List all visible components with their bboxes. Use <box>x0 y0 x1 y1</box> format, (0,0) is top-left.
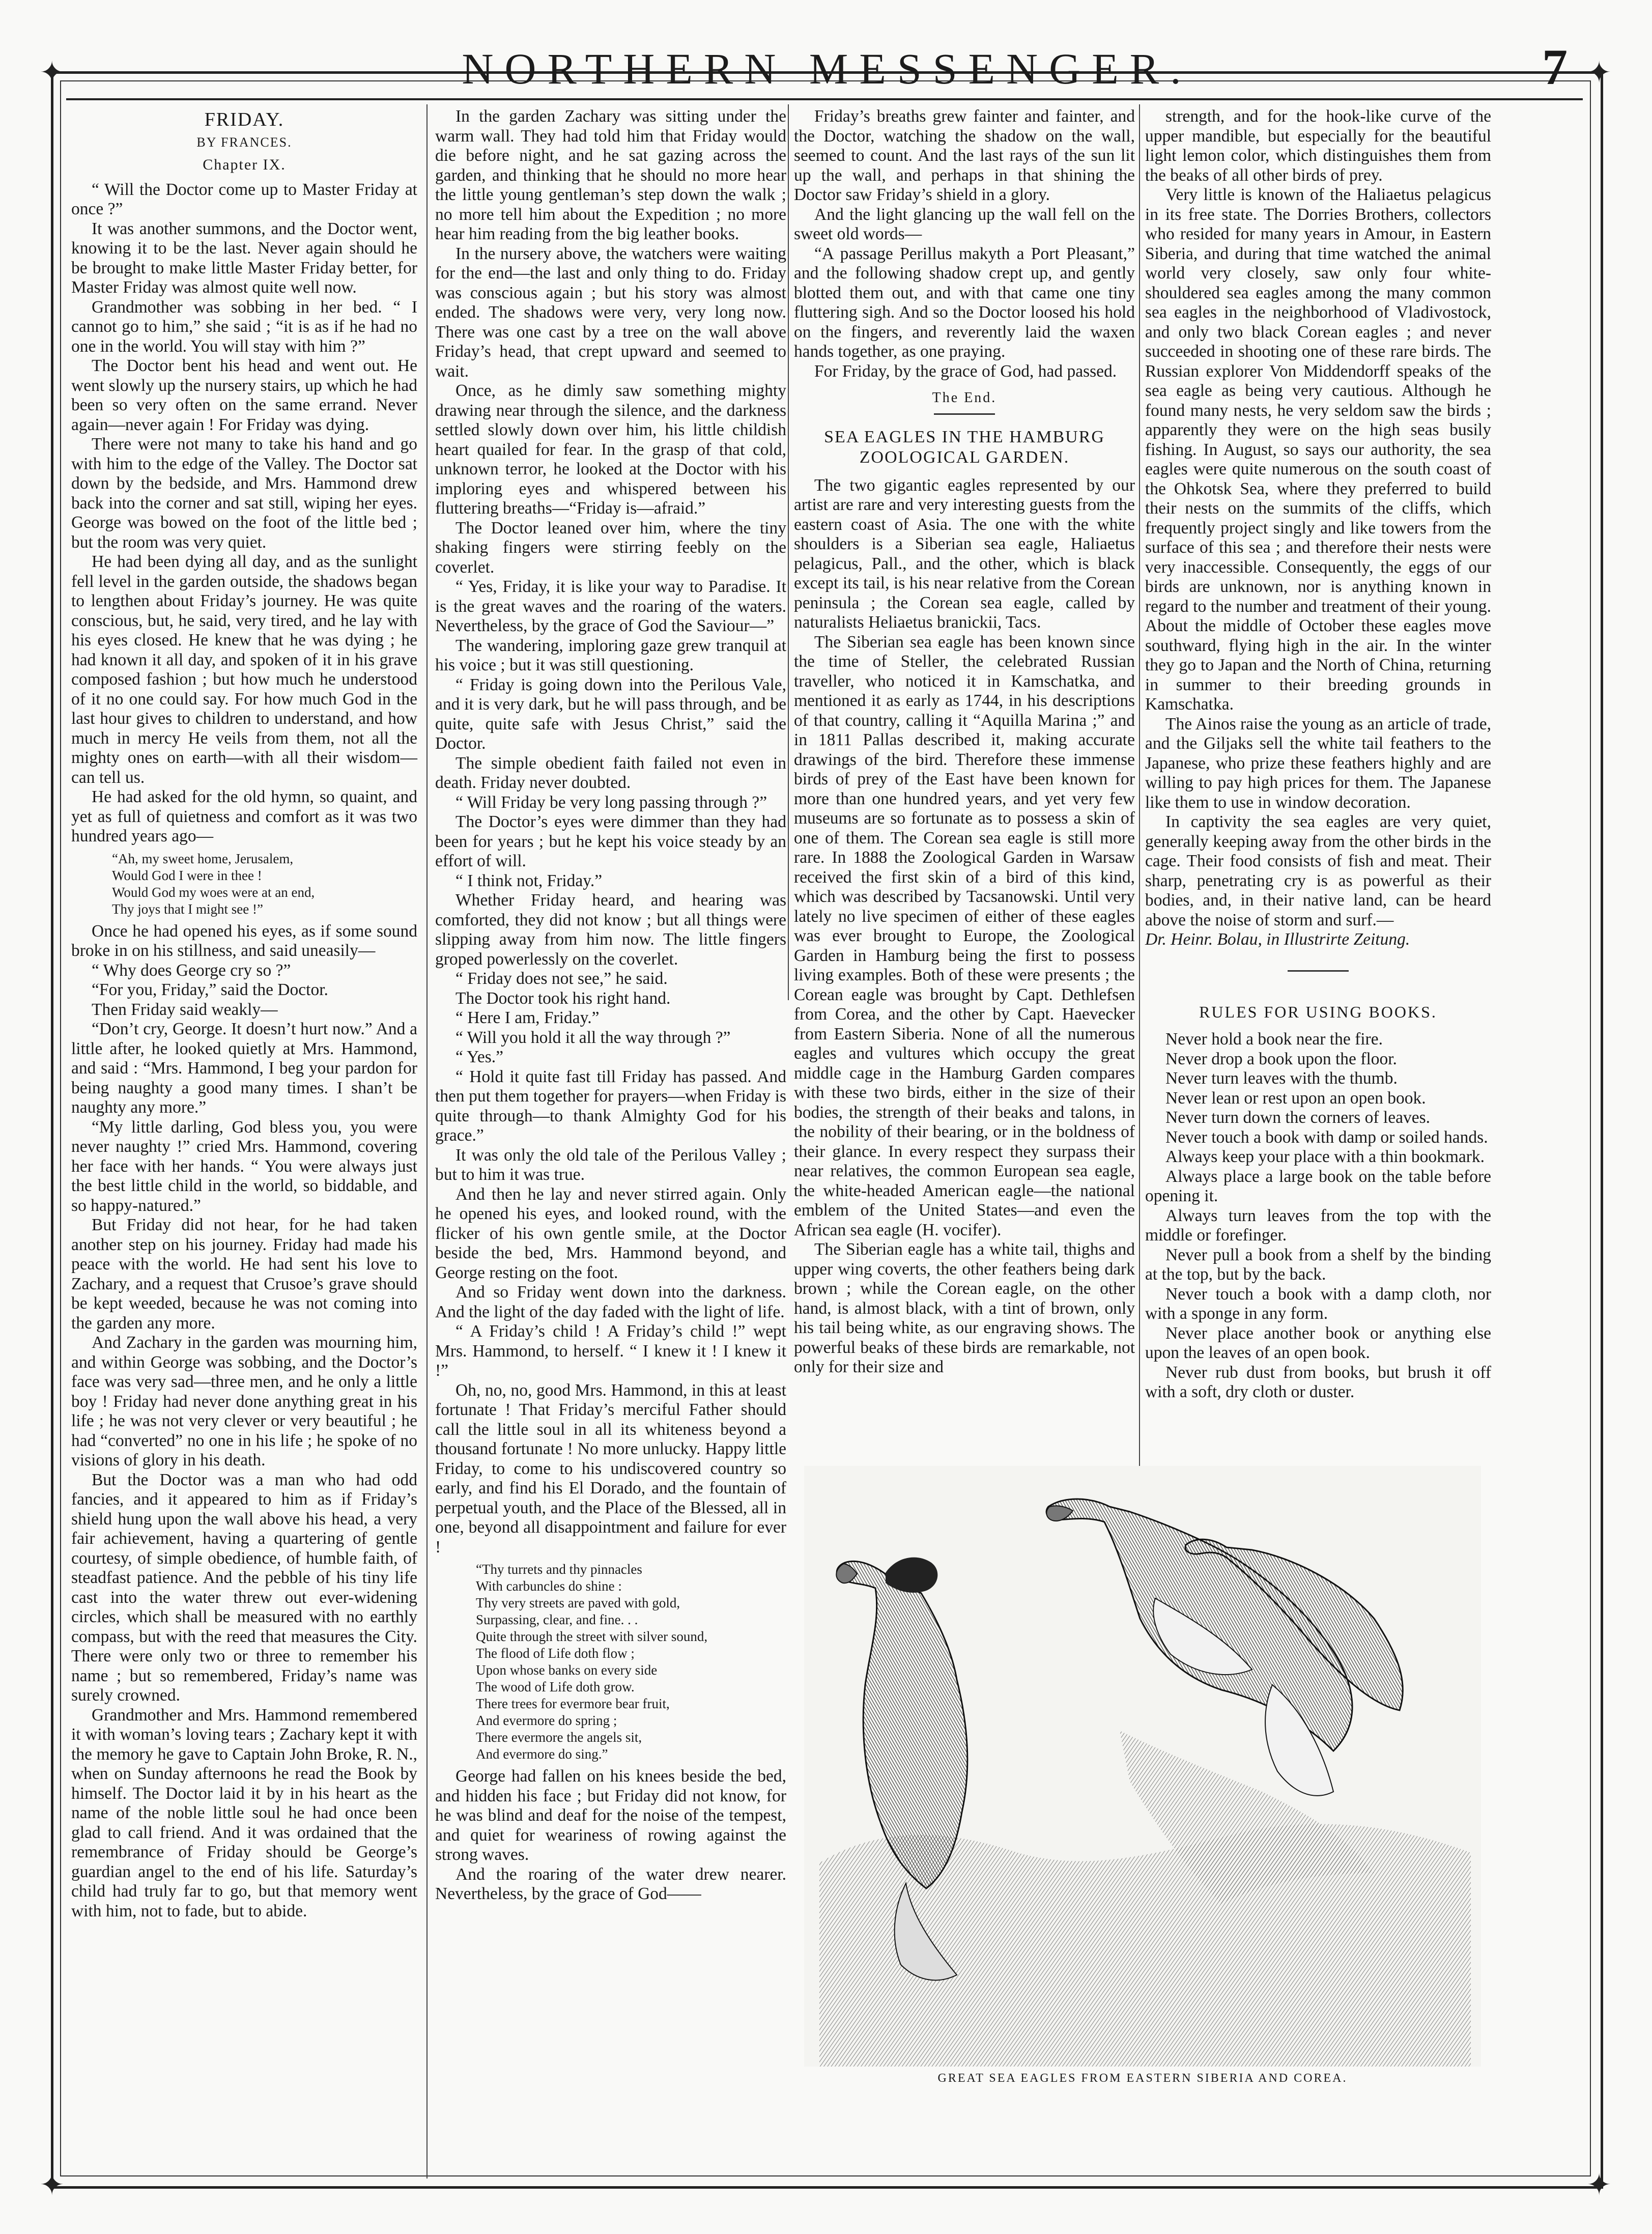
paragraph: “ Why does George cry so ?” <box>92 960 291 980</box>
poem-line: The flood of Life doth flow ; <box>476 1646 635 1661</box>
corner-ornament-top-right: ✦ <box>1586 55 1612 90</box>
hymn-verse-2 <box>476 1561 786 1763</box>
paragraph: Grandmother and Mrs. Hammond remembered it with woman’s loving tears ; Zachary kept it with the memory he gave to Captain John Broke, R. N., when on Sunday afternoons he read the Book by himself. The Doctor laid it by in his heart as the name of the noble little soul he had once been glad to call friend. And it was ordained that the remembrance of Friday should be George’s guardian angel to the end of his life. Saturday’s child had truly far to go, but that memory went with him, not to fade, but to abide. <box>71 1705 417 1920</box>
poem-line: Would God I were in thee ! <box>112 867 262 883</box>
paragraph: There were not many to take his hand and go with him to the edge of the Valley. The Doctor sat down by the bedside, and Mrs. Hammond drew back into the corner and sat still, wiping her eyes. George was bowed on the foot of the little bed ; but the room was very quiet. <box>71 435 417 552</box>
column-divider-2 <box>788 104 789 1000</box>
paragraph: He had been dying all day, and as the sunlight fell level in the garden outside, the shadows began to lengthen about Friday’s journey. He was quite conscious, but, he said, very tired, and he lay with his eyes closed. He knew that he was dying ; he had known it all day, and spoken of it in his grave composed fashion ; but how much he understood of it no one could say. For how much God in the last hour gives to children to understand, and how much in mercy He veils from them, not all the mighty ones on earth—with all their wisdom—can tell us. <box>71 552 417 787</box>
poem-line: Surpassing, clear, and fine. . . <box>476 1612 638 1627</box>
paragraph: But the Doctor was a man who had odd fancies, and it appeared to him as if Friday’s shield hung upon the wall above his head, a very fair achievement, having a quartering of gentle courtesy, of simple obedience, of humble faith, of steadfast patience. And the pebble of his tiny life cast into the water threw out ever-widening circles, which shall be measured with no earthly compass, but with the reed that measures the City. There were only two or three to remember his name ; but so remembered, Friday’s name was surely crowned. <box>71 1470 417 1705</box>
rules-list <box>1145 1030 1491 1402</box>
paragraph: “ Here I am, Friday.” <box>455 1008 600 1027</box>
article-separator <box>934 413 995 415</box>
paragraph: He had asked for the old hymn, so quaint, and yet as full of quietness and comfort as it was two hundred years ago— <box>71 787 417 845</box>
rule-item: Never touch a book with a damp cloth, nor with a sponge in any form. <box>1145 1284 1491 1323</box>
paragraph: Once, as he dimly saw something mighty drawing near through the silence, and the darkness settled slowly down over him, his little childish heart quailed for fear. In the grasp of that cold, unknown terror, he looked at the Doctor with his imploring eyes and whispered between his fluttering breaths—“Friday is—afraid.” <box>435 381 786 518</box>
paragraph: “ Hold it quite fast till Friday has passed. And then put them together for prayers—when Friday is quite through—to thank Almighty God for his grace.” <box>435 1067 786 1145</box>
paragraph: It was only the old tale of the Perilous Valley ; but to him it was true. <box>435 1145 786 1184</box>
paragraph: The Doctor took his right hand. <box>455 988 671 1008</box>
corner-ornament-bottom-left: ✦ <box>39 2167 65 2202</box>
paragraph: George had fallen on his knees beside the bed, and hidden his face ; but Friday did not know, for he was blind and deaf for the noise of the tempest, and quiet for weariness of rowing against the strong waves. <box>435 1767 786 1864</box>
engraving-caption: GREAT SEA EAGLES FROM EASTERN SIBERIA AND COREA. <box>937 2072 1348 2085</box>
rule-item: Never pull a book from a shelf by the binding at the top, but by the back. <box>1145 1245 1491 1284</box>
paragraph: Then Friday said weakly— <box>92 1000 278 1019</box>
paragraph: “Don’t cry, George. It doesn’t hurt now.” And a little after, he looked quietly at Mrs. Hammond, and said : “Mrs. Hammond, I beg your pardon for being naughty a good many times. I shan’t be naughty any more.” <box>71 1020 417 1117</box>
chapter-heading: Chapter IX. <box>203 156 286 173</box>
rule-item: Never place another book or anything else upon the leaves of an open book. <box>1145 1323 1491 1362</box>
paragraph: “ Will the Doctor come up to Master Friday at once ?” <box>71 180 417 218</box>
corner-ornament-top-left: ✦ <box>39 55 65 90</box>
column-1 <box>71 107 417 2179</box>
column-2 <box>435 107 786 2179</box>
hymn-verse-1 <box>112 851 417 918</box>
poem-line: And evermore do sing.” <box>476 1746 608 1762</box>
paragraph: strength, and for the hook-like curve of the upper mandible, but especially for the beautiful light lemon color, which distinguishes them from the beaks of all other birds of prey. <box>1145 107 1491 185</box>
column-4 <box>1145 107 1491 1608</box>
column-3 <box>794 107 1135 1376</box>
paragraph: “ I think not, Friday.” <box>455 871 603 890</box>
paragraph: Oh, no, no, good Mrs. Hammond, in this at least fortunate ! That Friday’s merciful Father should call the little soul in all its whiteness beyond a thousand fortunate ! No more unlucky. Happy little Friday, to come to his undiscovered country so early, and find his El Dorado, and the fountain of perpetual youth, and the Place of the Blessed, all in one, beyond all disappointment and failure for ever ! <box>435 1380 786 1557</box>
paragraph: And Zachary in the garden was mourning him, and within George was sobbing, and the Doctor’s face was very sad—three men, and he only a little boy ! Friday had never done anything great in his life ; he was not very clever or very beautiful ; he had “converted” no one in his life ; he spoke of no visions of glory in his death. <box>71 1333 417 1469</box>
story-byline: BY FRANCES. <box>196 134 292 150</box>
paragraph: Whether Friday heard, and hearing was comforted, they did not know ; but all things were slipping away from him now. The little fingers groped powerlessly on the coverlet. <box>435 891 786 969</box>
rule-item: Never touch a book with damp or soiled hands. <box>1165 1127 1488 1147</box>
paragraph: In captivity the sea eagles are very quiet, generally keeping away from the other birds in the cage. Their food consists of fish and meat. Their sharp, penetrating cry is as powerful as their bodies, and, in their native land, can be heard above the noise of storm and surf.— <box>1145 812 1491 929</box>
paragraph: The Siberian eagle has a white tail, thighs and upper wing coverts, the other feathers being dark brown ; while the Corean eagle, on the other hand, is almost black, with a tint of brown, only his tail being white, as our engraving shows. The powerful beaks of these birds are remarkable, not only for their size and <box>794 1240 1135 1376</box>
story-text-part-1 <box>71 180 417 846</box>
paragraph: Once he had opened his eyes, as if some sound broke in on his stillness, and said uneasily— <box>71 921 417 960</box>
paragraph: The Doctor’s eyes were dimmer than they had been for years ; but he kept his voice steady by an effort of will. <box>435 812 786 870</box>
page-number: 7 <box>1542 39 1568 95</box>
rule-item: Never hold a book near the fire. <box>1165 1030 1383 1049</box>
poem-line: And evermore do spring ; <box>476 1713 617 1728</box>
poem-line: Thy very streets are paved with gold, <box>476 1595 680 1610</box>
rule-item: Always turn leaves from the top with the middle or forefinger. <box>1145 1206 1491 1245</box>
page-header <box>66 41 1588 97</box>
paragraph: The simple obedient faith failed not even in death. Friday never doubted. <box>435 753 786 792</box>
poem-line: There trees for evermore bear fruit, <box>476 1696 670 1711</box>
eagles-text-part-2 <box>1145 107 1491 930</box>
eagles-signature-line <box>1145 930 1491 950</box>
paragraph: And the light glancing up the wall fell on the sweet old words— <box>794 205 1135 243</box>
paragraph: “ Yes.” <box>455 1048 503 1066</box>
rule-item: Never drop a book upon the floor. <box>1165 1049 1397 1068</box>
paragraph: “ Will Friday be very long passing through ?” <box>455 793 767 812</box>
eagles-headline: SEA EAGLES IN THE HAMBURG ZOOLOGICAL GARDEN. <box>824 427 1105 467</box>
paragraph: The Doctor bent his head and went out. He went slowly up the nursery stairs, up which he had been so very often on the same errand. Never again—never again ! For Friday was dying. <box>71 356 417 434</box>
poem-line: Quite through the street with silver sound, <box>476 1629 708 1644</box>
story-text-part-2 <box>71 922 417 1921</box>
eagles-text-part-1 <box>794 476 1135 1377</box>
rules-separator <box>1288 970 1349 972</box>
rules-title: RULES FOR USING BOOKS. <box>1199 1002 1437 1021</box>
poem-line: There evermore the angels sit, <box>476 1730 642 1745</box>
eagles-signature: Dr. Heinr. Bolau, in Illustrirte Zeitung. <box>1145 930 1410 949</box>
story-text-part-3 <box>435 107 786 1557</box>
masthead: NORTHERN MESSENGER. <box>462 44 1192 93</box>
poem-line: The wood of Life doth grow. <box>476 1679 635 1694</box>
paragraph: It was another summons, and the Doctor went, knowing it to be the last. Never again should he be brought to make little Master Friday better, for Master Friday was almost quite well now. <box>71 219 417 297</box>
paragraph: The wandering, imploring gaze grew tranquil at his voice ; but it was still questioning. <box>435 636 786 674</box>
paragraph: In the garden Zachary was sitting under the warm wall. They had told him that Friday would die before night, and he sat gazing across the garden, and thinking that he should no more hear the little young gentleman’s step down the walk ; no more tell him about the Expedition ; no more hear him reading from the big leather books. <box>435 107 786 243</box>
paragraph: The Ainos raise the young as an article of trade, and the Giljaks sell the white tail feathers to the Japanese, who prize these feathers highly and are willing to pay high prices for them. The Japanese like them to use in window decoration. <box>1145 714 1492 812</box>
paragraph: “ Friday does not see,” he said. <box>455 969 668 988</box>
paragraph: For Friday, by the grace of God, had passed. <box>814 361 1117 381</box>
paragraph: In the nursery above, the watchers were waiting for the end—the last and only thing to do. Friday was conscious again ; but his story was almost ended. The shadows were very, very long now. There was one cast by a tree on the wall above Friday’s head, that crept upward and seemed to wait. <box>435 244 786 381</box>
paragraph: “My little darling, God bless you, you were never naughty !” cried Mrs. Hammond, covering her face with her hands. “ You were always just the best little child in the world, so biddable, and so happy-natured.” <box>71 1117 417 1215</box>
rule-item: Never lean or rest upon an open book. <box>1165 1088 1426 1108</box>
column-divider-1 <box>426 104 428 2179</box>
paragraph: “ Friday is going down into the Perilous Vale, and it is very dark, but he will pass through, and be quite, quite safe with Jesus Christ,” said the Doctor. <box>435 675 786 753</box>
poem-line: Thy joys that I might see !” <box>112 901 263 917</box>
paragraph: And the roaring of the water drew nearer. Nevertheless, by the grace of God—— <box>435 1864 786 1903</box>
paragraph: “For you, Friday,” said the Doctor. <box>92 980 328 999</box>
poem-line: “Thy turrets and thy pinnacles <box>476 1562 642 1577</box>
paragraph: And so Friday went down into the darkness. And the light of the day faded with the light of life. <box>435 1283 786 1321</box>
paragraph: But Friday did not hear, for he had taken another step on his journey. Friday had made his peace with the world. He had sent his love to Zachary, and a request that Crusoe’s grave should be kept weeded, because he was not coming into the garden any more. <box>71 1215 417 1333</box>
story-title: FRIDAY. <box>204 109 284 130</box>
poem-line: Upon whose banks on every side <box>476 1662 658 1678</box>
story-text-part-4 <box>435 1767 786 1904</box>
sea-eagles-engraving <box>804 1466 1481 2067</box>
poem-line: Would God my woes were at an end, <box>112 884 315 900</box>
column-divider-3 <box>1139 104 1140 1540</box>
rule-item: Never rub dust from books, but brush it off with a soft, dry cloth or duster. <box>1145 1363 1491 1401</box>
paragraph: Very little is known of the Haliaetus pelagicus in its free state. The Dorries Brothers, collectors who resided for many years in Amour, in Eastern Siberia, and during that time watched the animal world very closely, saw only four white-shouldered sea eagles among the many common sea eagles in the neighborhood of Vladivostock, and only two black Corean eagles ; and never succeeded in shooting one of these rare birds. The Russian explorer Von Middendorff speaks of the sea eagle as being very cautious. Although he found many nests, he very seldom saw the birds ; apparently they were on the high seas busily fishing. In August, so says our authority, the sea eagles were quite numerous on the south coast of the Ohkotsk Sea, where they preferred to build their nests on the summits of the cliffs, which frequently project singly and like towers from the surface of this sea ; and therefore their nests were very inaccessible. Consequently, the eggs of our birds are unknown, nor is anything known in regard to the number and treatment of their young. About the middle of October these eagles move southward, flying high in the air. In the winter they go to Japan and the North of China, returning in summer to their breeding grounds in Kamschatka. <box>1145 185 1491 714</box>
the-end-label: The End. <box>932 390 997 406</box>
paragraph: The two gigantic eagles represented by our artist are rare and very interesting guests from the eastern coast of Asia. The one with the white shoulders is a Siberian sea eagle, Haliaetus pelagicus, Pall., and the other, which is black except its tail, is his near relative from the Corean peninsula ; the Corean sea eagle, called by naturalists Heliaetus branickii, Tacs. <box>794 475 1135 632</box>
paragraph: The Doctor leaned over him, where the tiny shaking fingers were stirring feebly on the coverlet. <box>435 518 786 577</box>
poem-line: “Ah, my sweet home, Jerusalem, <box>112 851 294 866</box>
corner-ornament-bottom-right: ✦ <box>1586 2167 1612 2202</box>
paragraph: Grandmother was sobbing in her bed. “ I cannot go to him,” she said ; “it is as if he had no one in the world. You will stay with him ?” <box>71 297 417 356</box>
rule-item: Always place a large book on the table before opening it. <box>1145 1167 1491 1205</box>
header-rule <box>66 98 1583 100</box>
story-text-part-5 <box>794 107 1135 381</box>
rule-item: Never turn down the corners of leaves. <box>1165 1108 1430 1127</box>
paragraph: “ A Friday’s child ! A Friday’s child !” wept Mrs. Hammond, to herself. “ I knew it ! I knew it !” <box>435 1322 786 1380</box>
paragraph: “A passage Perillus makyth a Port Pleasant,” and the following shadow crept up, and gently blotted them out, and with that came one tiny fluttering sigh. And so the Doctor loosed his hold on the fingers, and reverently laid the waxen hands together, as one praying. <box>794 244 1135 361</box>
poem-line: With carbuncles do shine : <box>476 1578 622 1594</box>
rule-item: Always keep your place with a thin bookmark. <box>1165 1147 1485 1166</box>
rule-item: Never turn leaves with the thumb. <box>1165 1069 1398 1088</box>
paragraph: Friday’s breaths grew fainter and fainter, and the Doctor, watching the shadow on the wall, seemed to count. And the last rays of the sun lit up the wall, and perhaps in that shining the Doctor saw Friday’s shield in a glory. <box>794 107 1135 204</box>
paragraph: “ Yes, Friday, it is like your way to Paradise. It is the great waves and the roaring of the waters. Nevertheless, by the grace of God the Saviour—” <box>435 577 786 635</box>
paragraph: The Siberian sea eagle has been known since the time of Steller, the celebrated Russian traveller, who noticed it in Kamschatka, and mentioned it as early as 1744, in his descriptions of that country, calling it “Aquilla Marina ;” and in 1811 Pallas described it, making accurate drawings of the bird. Therefore these immense birds of prey of the East have been known for more than one hundred years, and yet very few museums are so fortunate as to possess a skin of one of them. The Corean sea eagle is still more rare. In 1888 the Zoological Garden in Warsaw received the first skin of a bird of this kind, which was described by Tacsanowski. Until very lately no live specimen of either of these eagles was ever brought to Europe, the Zoological Garden in Hamburg being the first to possess living examples. Both of these were presents ; the Corean eagle was brought by Capt. Dethlefsen from Corea, and the other by Capt. Haevecker from Eastern Siberia. None of all the numerous eagles and vultures which occupy the great middle cage in the Hamburg Garden compares with these two birds, either in the size of their bodies, the strength of their beaks and talons, in the nobility of their bearing, or in the boldness of their glance. In every respect they surpass their near relatives, the common European sea eagle, the white-headed American eagle—the national emblem of the United States—and even the African sea eagle (H. vocifer). <box>794 632 1135 1239</box>
paragraph: And then he lay and never stirred again. Only he opened his eyes, and looked round, with the flicker of his own gentle smile, at the Doctor beside the bed, Mrs. Hammond beyond, and George resting on the foot. <box>435 1184 786 1282</box>
paragraph: “ Will you hold it all the way through ?” <box>455 1028 731 1047</box>
